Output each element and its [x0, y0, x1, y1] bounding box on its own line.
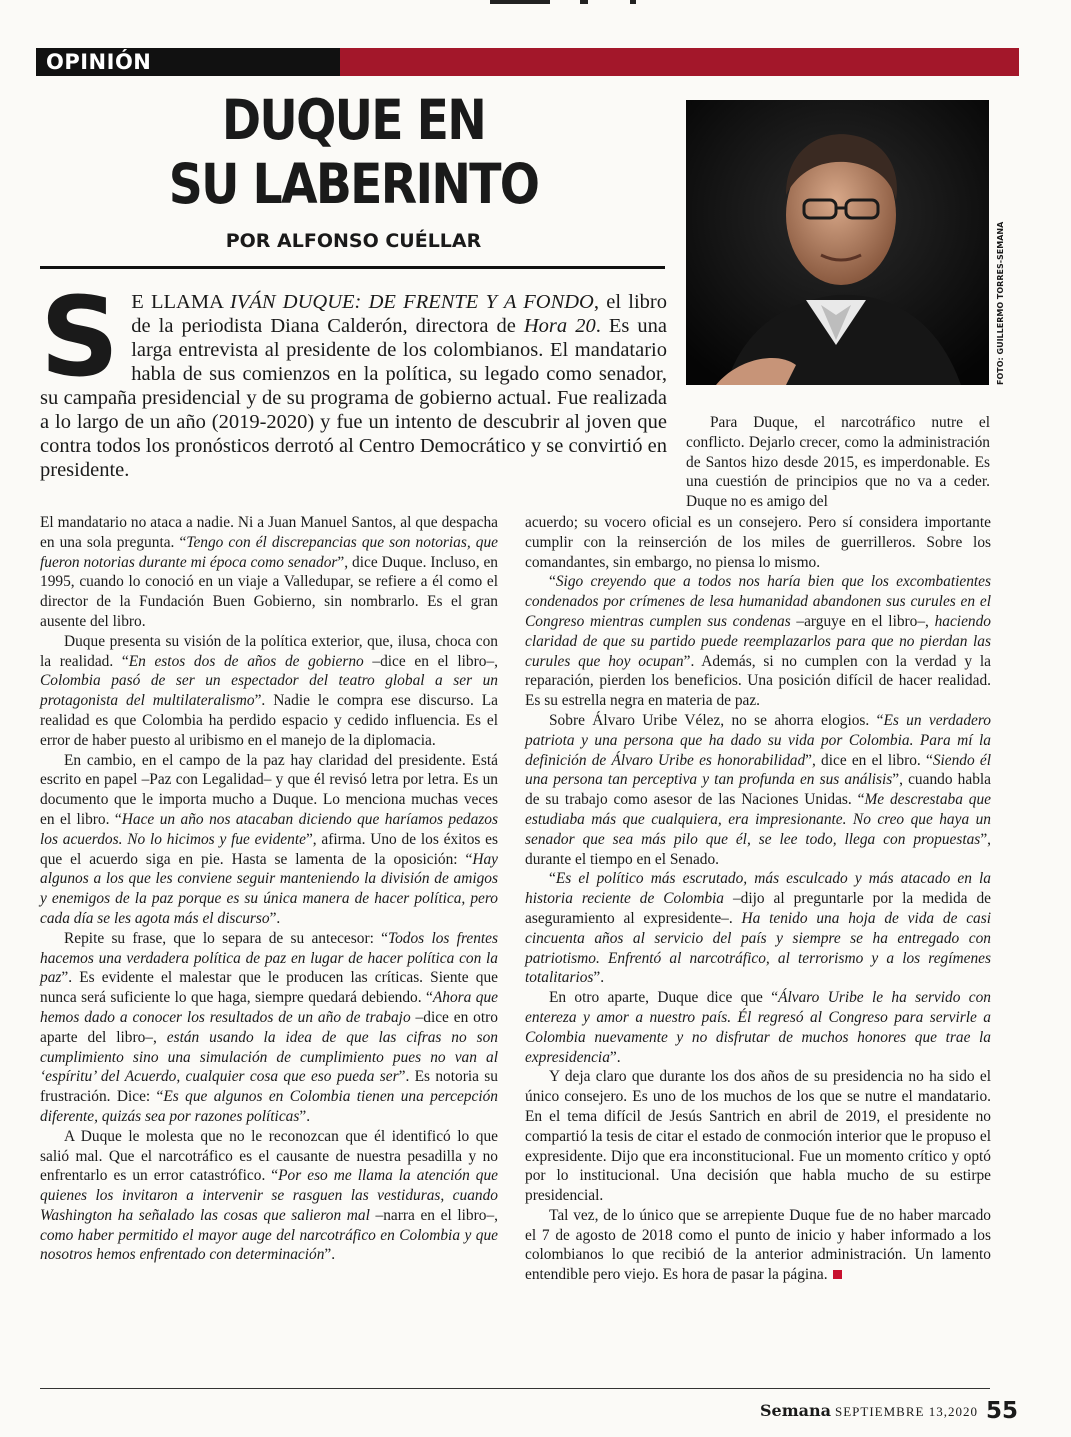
lead-text: E LLAMA — [131, 291, 230, 313]
paragraph: “Es el político más escrutado, más esculcado y más atacado en la historia reciente de Colombia –dijo al preguntarle por la medida de aseguramiento al expresidente–. Ha tenido una hoja de vida de casi cincuenta años al servicio del país y siempre se ha entregado con patriotismo. Enfrentó al narcotráfico, al terrorismo y a los regímenes totalitarios”. — [525, 870, 991, 987]
headline-line-2: SU LABERINTO — [168, 152, 539, 216]
photo-credit-text: FOTO: GUILLERMO TORRES-SEMANA — [996, 221, 1005, 385]
column-right — [525, 513, 991, 1285]
paragraph: En cambio, en el campo de la paz hay claridad del presidente. Está escrito en papel –Paz con Legalidad– y que él revisó letra por letra. Es un documento que le importa mucho a Duque. Lo menciona muchas veces en el libro. “Hace un año nos atacaban diciendo que haríamos pedazos los acuerdos. No lo hicimos y fue evidente”, afirma. Uno de los éxitos es que el acuerdo siga en pie. Hasta se lamenta de la oposición: “Hay algunos a los que les conviene seguir manteniendo la división de amigos y enemigos de la paz porque es su única manera de hacer política, pero cada día se les agota más el discurso”. — [40, 751, 498, 927]
top-bar-marks — [470, 0, 650, 6]
book-title: IVÁN DUQUE: DE FRENTE Y A FONDO — [230, 291, 594, 313]
paragraph: A Duque le molesta que no le reconozcan que él identificó lo que salió mal. Que el narcotráfico es el causante de nuestra pesadilla y no enfrentarlo es un error catastrófico. “Por eso me llama la atención que quienes los invitaron a intervenir se rasguen las vestiduras, cuando Washington ha señalado las cosas que salieron mal –narra en el libro–, como haber permitido el mayor auge del narcotráfico en Colombia y que nosotros hemos enfrentado con determinación”. — [40, 1127, 498, 1264]
footer-rule — [40, 1388, 990, 1389]
program-name: Hora 20 — [523, 315, 596, 337]
column-right-top — [686, 413, 990, 512]
paragraph: En otro aparte, Duque dice que “Álvaro Uribe le ha servido con entereza y amor a nuestro país. Él regresó al Congreso para servirle a Colombia nuevamente y no disfrutar de muchos honores que trae la expresidencia”. — [525, 989, 991, 1066]
lead-paragraph — [40, 273, 667, 482]
paragraph: El mandatario no ataca a nadie. Ni a Juan Manuel Santos, al que despacha en una sola pregunta. “Tengo con él discrepancias que son notorias, que fueron notorias durante mi época como senador”, dice Duque. Incluso, en 1995, cuando lo conoció en un viaje a Valledupar, se refiere a él como el director de la Fundación Buen Gobierno, sin nombrarlo. Es el gran ausente del libro. — [40, 514, 498, 630]
page-number: 55 — [985, 1398, 1018, 1424]
section-bar — [36, 48, 1019, 76]
headline — [84, 88, 623, 216]
paragraph: Para Duque, el narcotráfico nutre el conflicto. Dejarlo crecer, como la administración de Santos hizo desde 2015, es imperdonable. Es una cuestión de principios que no va a ceder. Duque no es amigo del — [686, 414, 990, 511]
paragraph: Duque presenta su visión de la política exterior, que, ilusa, choca con la realidad. “En estos dos de años de gobierno –dice en el libro–, Colombia pasó de ser un espectador del teatro global a ser un protagonista del multilateralismo”. Nadie le compra ese discurso. La realidad es que Colombia ha perdido espacio y cedido influencia. Es el error de haber puesto al uribismo en el manejo de la diplomacia. — [40, 632, 498, 749]
paragraph: Tal vez, de lo único que se arrepiente Duque fue de no haber marcado el 7 de agosto de 2018 como el punto de inicio y haber informado a los colombianos lo que recibió de la anterior administración. Un lamento entendible pero viejo. Es hora de pasar la página. — [525, 1206, 991, 1284]
paragraph: acuerdo; su vocero oficial es un consejero. Pero sí considera importante cumplir con la reinserción de los miles de guerrilleros. Sobre los comandantes, sin embargo, no piensa lo mismo. — [525, 514, 991, 571]
drop-cap: S — [40, 273, 120, 401]
paragraph: Repite su frase, que lo separa de su antecesor: “Todos los frentes hacemos una verdadera política de paz en lugar de hacer política con la paz”. Es evidente el malestar que le producen las críticas. Siente que nunca será suficiente lo que haga, siempre quedará debiendo. “Ahora que hemos dado a conocer los resultados de un año de trabajo –dice en otro aparte del libro–, están usando la idea de que las cifras no son cumplimiento sino una simulación de cumplimiento pues no van al ‘espíritu’ del Acuerdo, cualquier cosa que eso pueda ser”. Es notoria su frustración. Dice: “Es que algunos en Colombia tienen una percepción diferente, quizás sea por razones políticas”. — [40, 929, 499, 1125]
lead-text: . Es una larga entrevista al presidente de los colombianos. El mandatario habla de sus comienzos en la política, su legado como senador, su campaña presidencial y de su programa de gobierno actual. Fue realizada a lo largo de un año (2019-2020) y fue un intento de descubrir al joven que contra todos los pronósticos derrotó al Centro Democrático y se convirtió en presidente. — [40, 315, 667, 481]
page-footer — [700, 1398, 1018, 1424]
column-left — [40, 513, 498, 1265]
author-photo — [686, 100, 989, 385]
portrait-illustration — [686, 100, 989, 385]
square-end-mark-icon — [833, 1270, 842, 1279]
paragraph: “Sigo creyendo que a todos nos haría bien que los excombatientes condenados por crímenes de lesa humanidad abandonen sus curules en el Congreso mientras cumplen sus condenas –arguye en el libro–, haciendo claridad de que su partido puede reemplazarlos para que no pierdan las curules que hoy ocupan”. Además, si no cumplen con la verdad y la reparación, pierden los beneficios. Una posición difícil de hacer realidad. Es su estrella negra en materia de paz. — [525, 573, 991, 710]
headline-rule — [40, 266, 665, 269]
lead-text: , el libro de la periodista Diana Calderón, directora de — [131, 291, 667, 337]
headline-line-1: DUQUE EN — [221, 88, 486, 152]
issue-date: SEPTIEMBRE 13,2020 — [835, 1404, 978, 1419]
section-label: OPINIÓN — [36, 48, 340, 76]
paragraph: Y deja claro que durante los dos años de su presidencia no ha sido el único consejero. Es uno de los muchos de los que se nutre el mandatario. En el tema difícil de Jesús Santrich en abril de 2019, el presidente no compartió la tesis de citar el estado de conmoción interior que le propuso el expresidente. Dijo que era inconstitucional. Fue un momento crítico y optó por lo institucional. Una decisión que habla mucho de su estirpe presidencial. — [525, 1068, 991, 1205]
paragraph: Sobre Álvaro Uribe Vélez, no se ahorra elogios. “Es un verdadero patriota y una persona que ha dado su vida por Colombia. Para mí la definición de Álvaro Uribe es honorabilidad”, dice en el libro. “Siendo él una persona tan perceptiva y tan profunda en sus análisis”, cuando habla de su trabajo como asesor de las Naciones Unidas. “Me descrestaba que estudiaba más que cualquiera, era impresionante. No creo que haya un senador que sea más pilo que él, se lee todo, llega con propuestas”, durante el tiempo en el Senado. — [525, 711, 991, 868]
magazine-name: Semana — [759, 1401, 832, 1420]
byline: POR ALFONSO CUÉLLAR — [225, 230, 482, 252]
